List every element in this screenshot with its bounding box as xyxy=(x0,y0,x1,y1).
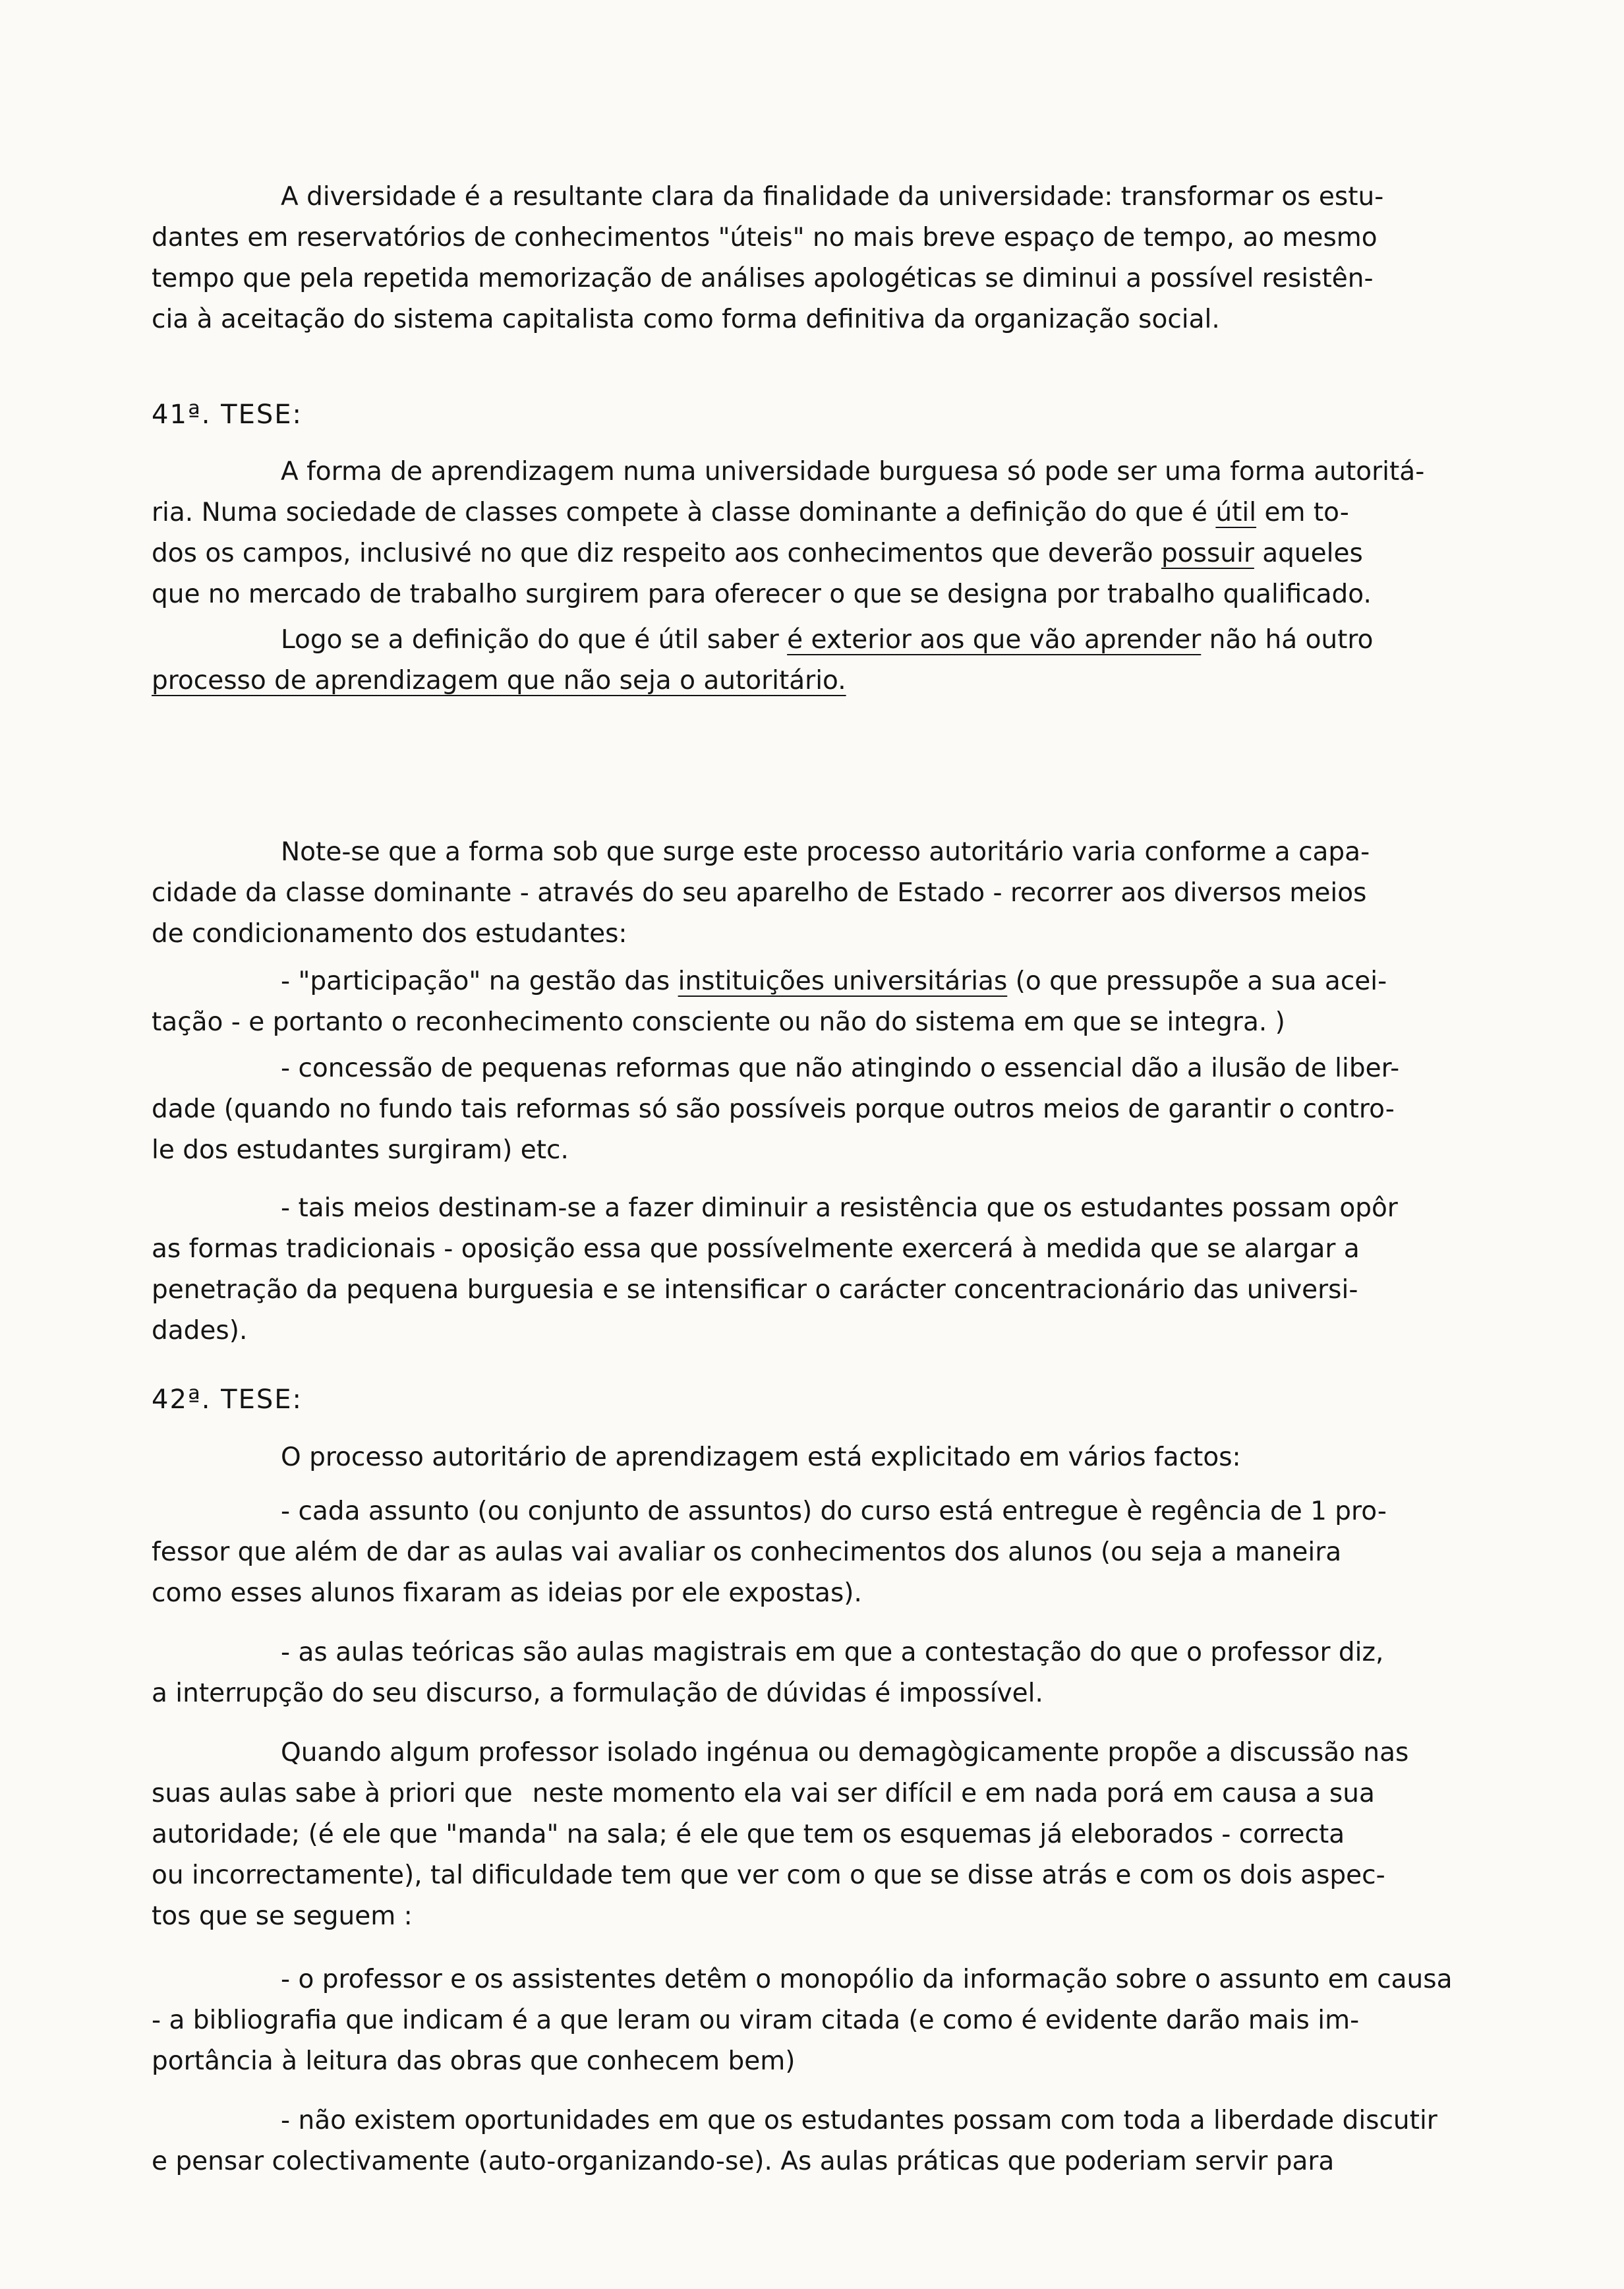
paragraph-processo-autoritario: O processo autoritário de aprendizagem está explicitado em vários factos: xyxy=(281,1442,1241,1472)
paragraph-forma-aprendizagem: A forma de aprendizagem numa universidade burguesa só pode ser uma forma autoritá- ria. Numa sociedade de classes compete à classe dominante a definição do que é útil em to- dos os campos, inclusivé no que diz respeito aos conhecimentos que deverão possuir aqueles que no mercado de trabalho surgirem para oferecer o que se designa por trabalho qualificado. xyxy=(152,452,1490,615)
paragraph-cada-assunto: - cada assunto (ou conjunto de assuntos) do curso está entregue è regência de 1 pro- fessor que além de dar as aulas vai avaliar os conhecimentos dos alunos (ou seja a maneira como esses alunos fixaram as ideias por ele expostas). xyxy=(152,1497,1387,1608)
paragraph-diversidade: A diversidade é a resultante clara da finalidade da universidade: transformar os estu- dantes em reservatórios de conhecimentos "úteis" no mais breve espaço de tempo, ao mesmo tempo que pela repetida memorização de análises apologéticas se diminui a possível resistên- cia à aceitação do sistema capitalista como forma definitiva da organização social. xyxy=(152,182,1384,334)
paragraph-note-se: Note-se que a forma sob que surge este processo autoritário varia conforme a capa- cidade da classe dominante - através do seu aparelho de Estado - recorrer aos diversos meios de condicionamento dos estudantes: xyxy=(152,837,1370,949)
paragraph-quando-algum: Quando algum professor isolado ingénua ou demagògicamente propõe a discussão nas suas aulas sabe à priori que neste momento ela vai ser difícil e em nada porá em causa a sua autoridade; (é ele que "manda" na sala; é ele que tem os esquemas já eleborados - correcta ou incorrectamente), tal dificuldade tem que ver com o que se disse atrás e com os dois aspec- tos que se seguem : xyxy=(152,1733,1490,1937)
line-with-possuir-underline: dos os campos, inclusivé no que diz respeito aos conhecimentos que deverão possuir aqueles xyxy=(152,539,1363,568)
paragraph-concessao: - concessão de pequenas reformas que não atingindo o essencial dão a ilusão de liber- dade (quando no fundo tais reformas só são possíveis porque outros meios de garantir o contro- le dos estudantes surgiram) etc. xyxy=(152,1054,1400,1165)
line-with-instituicoes-underline: - "participação" na gestão das instituições universitárias (o que pressupõe a sua acei- xyxy=(281,966,1387,996)
paragraph-participacao: - "participação" na gestão das instituições universitárias (o que pressupõe a sua acei- tação - e portanto o reconhecimento consciente ou não do sistema em que se integra. ) xyxy=(152,961,1490,1043)
line-with-exterior-underline: Logo se a definição do que é útil saber é exterior aos que vão aprender não há outro xyxy=(281,625,1374,655)
paragraph-aulas-teoricas: - as aulas teóricas são aulas magistrais em que a contestação do que o professor diz, a interrupção do seu discurso, a formulação de dúvidas é impossível. xyxy=(152,1638,1384,1708)
heading-42-tese: 42ª. TESE: xyxy=(152,1384,303,1415)
paragraph-nao-existem: - não existem oportunidades em que os estudantes possam com toda a liberdade discutir e pensar colectivamente (auto-organizando-se). As aulas práticas que poderiam servir para xyxy=(152,2106,1437,2176)
heading-41-tese: 41ª. TESE: xyxy=(152,400,303,430)
line-with-util-underline: ria. Numa sociedade de classes compete à classe dominante a definição do que é útil em to- xyxy=(152,498,1349,527)
paragraph-logo xyxy=(152,620,1490,701)
paragraph-tais-meios: - tais meios destinam-se a fazer diminuir a resistência que os estudantes possam opôr as formas tradicionais - oposição essa que possívelmente exercerá à medida que se alargar a penetração da pequena burguesia e se intensificar o carácter concentracionário das universi- dades). xyxy=(152,1193,1398,1346)
paragraph-monopolio: - o professor e os assistentes detêm o monopólio da informação sobre o assunto em causa - a bibliografia que indicam é a que leram ou viram citada (e como é evidente darão mais im- portância à leitura das obras que conhecem bem) xyxy=(152,1965,1453,2076)
line-split-priori: suas aulas sabe à priori que neste momento ela vai ser difícil e em nada porá em causa a sua xyxy=(152,1779,1375,1808)
line-autoritario: processo de aprendizagem que não seja o autoritário. xyxy=(152,666,846,696)
